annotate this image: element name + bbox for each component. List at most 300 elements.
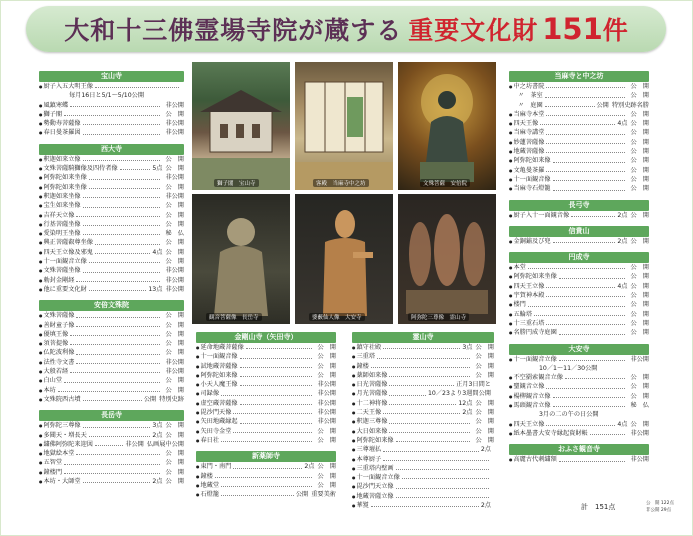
property-row [509, 392, 649, 401]
property-name: 本坊・大師堂 [43, 477, 81, 485]
property-name: 興正菩薩叡尊坐像 [43, 239, 93, 247]
bullet: ● [196, 345, 200, 350]
dot-leader [553, 397, 626, 398]
bullet: ● [39, 387, 43, 393]
property-name: 不空羂索観音立像 [513, 374, 563, 382]
room-interior-image [295, 62, 393, 190]
public-status: 公 開 [165, 386, 184, 394]
public-status: 公 開 [317, 481, 336, 489]
public-status: 特別史跡 [159, 395, 184, 403]
property-count: 2点 [152, 477, 163, 485]
public-status: 公 開 [630, 392, 649, 400]
temple-section [509, 252, 649, 337]
dot-leader [233, 413, 312, 414]
basu-statue-image [295, 194, 393, 324]
dot-leader [76, 363, 160, 364]
photo-caption: 観音菩薩像 長岳寺 [206, 313, 262, 321]
dot-leader [553, 406, 626, 407]
property-name: 十一面観音立像 [356, 474, 400, 482]
bullet: ● [196, 391, 200, 397]
public-status: 公 開 [630, 292, 649, 300]
property-name: 〃 茶室 [518, 92, 543, 100]
public-status: 公 開 [630, 148, 649, 156]
property-name: 文殊菩薩騎獅像及四侍者像 [43, 165, 118, 173]
photo-shishikaku [191, 61, 291, 191]
property-row [39, 220, 184, 229]
property-name: 当麻寺講堂 [513, 129, 545, 137]
property-name: 十三重石塔 [513, 319, 545, 327]
public-status: 重要美術 [311, 491, 336, 499]
public-status: 公 開 [165, 220, 184, 228]
public-status: 非公開 [165, 192, 184, 200]
dot-leader [76, 216, 160, 217]
dot-leader [83, 207, 161, 208]
property-row [39, 173, 184, 182]
property-name: 地蔵堂 [200, 481, 220, 489]
property-row [39, 229, 184, 238]
property-row [39, 339, 184, 348]
property-row [352, 417, 494, 426]
dot-leader [233, 432, 312, 433]
property-name: 善財童子像 [43, 321, 75, 329]
property-name: 十二神将像 [356, 399, 388, 407]
bullet: ● [352, 484, 356, 490]
public-status: 公 開 [165, 468, 184, 476]
bullet: ● [196, 428, 200, 434]
property-name: 十一面観音立像 [43, 258, 87, 266]
property-row [39, 421, 184, 430]
property-name: 釈迦如来立像 [43, 155, 81, 163]
public-status: 非公開 [317, 418, 336, 426]
property-name: 他に重要文化財 [43, 285, 87, 293]
bullet: ● [352, 419, 356, 425]
public-status: 仏画展中公開 [146, 440, 184, 448]
property-count: 12点 [458, 399, 473, 407]
dot-leader [240, 385, 313, 386]
bullet: ● [509, 139, 513, 145]
property-count: 2点 [304, 463, 315, 471]
public-status: 公 開 [630, 138, 649, 146]
property-name: 厨子入十一面観音像 [513, 211, 570, 219]
property-row [509, 128, 649, 137]
public-status: 公 開 [317, 362, 336, 370]
public-status: 公 開 [630, 273, 649, 281]
property-row [509, 138, 649, 147]
amida-triad-image [398, 194, 496, 324]
dot-leader [546, 324, 625, 325]
dot-leader [64, 464, 160, 465]
bullet: ● [39, 369, 43, 375]
property-name: 文殊菩薩坐像 [43, 267, 81, 275]
dot-leader [70, 344, 160, 345]
dot-leader [553, 242, 616, 243]
dot-leader [546, 143, 625, 144]
public-status: 公 開 [630, 301, 649, 309]
bullet: ● [39, 359, 43, 365]
dot-leader [64, 473, 160, 474]
property-row [509, 282, 649, 291]
property-name: 聖観音立像 [513, 383, 545, 391]
dot-leader [545, 97, 626, 98]
public-status: 公 開 [165, 330, 184, 338]
property-count: 公開 [596, 101, 609, 109]
dot-leader [83, 225, 161, 226]
public-status: 非公開 [317, 399, 336, 407]
bullet: ● [509, 375, 513, 381]
public-status: 公 開 [630, 310, 649, 318]
property-name: 三重塔内壁画 [356, 464, 394, 472]
public-status: 公 開 [165, 248, 184, 256]
property-name: 四天王立像 [513, 420, 545, 428]
dot-leader [76, 317, 160, 318]
property-row [352, 399, 494, 408]
property-row [39, 311, 184, 320]
bullet: ● [196, 437, 200, 443]
bullet: ● [509, 330, 513, 336]
property-name: 四天王立像 [513, 282, 545, 290]
property-row [509, 429, 649, 438]
temple-name-header: おふさ観音寺 [509, 444, 649, 455]
public-status: 非公開 [165, 358, 184, 366]
total-legend: 公 開 122点 非公開 29点 [646, 501, 675, 513]
bullet: ● [196, 372, 200, 378]
dot-leader [389, 376, 470, 377]
bullet: ● [39, 322, 43, 328]
bullet: ● [509, 238, 513, 244]
temple-name-header: 長弓寺 [509, 200, 649, 211]
property-row [509, 401, 649, 410]
title-unit: 件 [602, 16, 628, 45]
dot-leader [95, 244, 160, 245]
property-name: 毘沙門天立像 [356, 483, 394, 491]
bullet: ● [39, 203, 43, 209]
property-row [196, 417, 336, 426]
bullet: ● [39, 221, 43, 227]
property-name: 3月の二の午の日公開 [539, 411, 599, 419]
public-status: 公 開 [630, 374, 649, 382]
bullet: ● [39, 121, 43, 127]
public-status: 公 開 [630, 120, 649, 128]
property-row [196, 408, 336, 417]
left-column [39, 71, 184, 492]
public-status: 公 開 [630, 420, 649, 428]
public-status: 公 開 [165, 110, 184, 118]
property-row [39, 91, 184, 100]
bullet: ● [196, 363, 200, 369]
public-status: 特別史跡名勝 [611, 101, 649, 109]
public-status: 公 開 [165, 477, 184, 485]
property-row [509, 272, 649, 281]
public-status: 秘 仏 [165, 230, 184, 238]
bullet: ● [39, 350, 43, 356]
public-status: 公 開 [630, 185, 649, 193]
property-count: 5点 [152, 165, 163, 173]
property-name: 楊柳観音立像 [513, 392, 551, 400]
dot-leader [559, 360, 626, 361]
bullet: ● [39, 175, 43, 181]
dot-leader [83, 427, 151, 428]
property-name: 釈迦如来坐像 [43, 192, 81, 200]
public-status: 公 開 [317, 371, 336, 379]
property-count: 2点 [462, 409, 473, 417]
public-status: 公 開 [165, 155, 184, 163]
public-status: 公 開 [165, 312, 184, 320]
bullet: ● [509, 265, 513, 271]
property-count: 2点 [617, 237, 628, 245]
property-count: 4点 [617, 120, 628, 128]
bullet: ● [509, 111, 513, 117]
temple-name-header: 西大寺 [39, 144, 184, 155]
dot-leader [546, 87, 625, 88]
property-name: 勢動寿菩薩像 [43, 120, 81, 128]
dot-leader [221, 495, 294, 496]
dot-leader [590, 434, 626, 435]
public-status: 非公開 [165, 267, 184, 275]
public-status: 公 開 [630, 129, 649, 137]
public-status: 公 開 [165, 431, 184, 439]
property-row [352, 482, 494, 491]
title-highlight: 重要文化財 [408, 16, 539, 45]
property-name: 春日社 [200, 436, 220, 444]
dot-leader [89, 290, 147, 291]
temple-name-header: 信貴山 [509, 226, 649, 237]
property-name: 馬頭観音立像 [513, 402, 551, 410]
public-status: 公 開 [165, 321, 184, 329]
public-status: 非公開 [165, 276, 184, 284]
property-row [352, 492, 494, 501]
dot-leader [246, 348, 313, 349]
public-status: 公 開 [317, 344, 336, 351]
temple-section [509, 344, 649, 439]
property-row [509, 420, 649, 429]
property-name: 10／1～11／30公開 [539, 364, 598, 372]
property-row [39, 201, 184, 210]
property-name: 中之坊書院 [513, 83, 545, 90]
property-name: 阿弥陀如来像 [513, 157, 551, 165]
temple-section [39, 144, 184, 294]
property-row [39, 449, 184, 458]
bullet: ● [196, 492, 200, 498]
property-row [39, 468, 184, 477]
bullet: ● [352, 372, 356, 378]
temple-section [509, 71, 649, 194]
property-name: 四天王像 [513, 120, 539, 128]
property-row [509, 373, 649, 382]
dot-leader [240, 404, 313, 405]
bullet: ● [509, 421, 513, 427]
public-status: 公 開 [475, 427, 494, 435]
property-name: 白山堂 [43, 377, 63, 385]
property-name: 当麻寺本堂 [513, 110, 545, 118]
dot-leader [221, 395, 312, 396]
photo-monju [397, 61, 497, 191]
dot-leader [559, 334, 626, 335]
dot-leader [83, 197, 161, 198]
property-name: 司録像 [200, 390, 220, 398]
temple-building-image [192, 62, 290, 190]
public-status: 公 開 [165, 422, 184, 430]
property-count: 2点 [617, 211, 628, 219]
dot-leader [371, 367, 471, 368]
property-row [39, 248, 184, 257]
dot-leader [89, 262, 161, 263]
property-row [352, 380, 494, 389]
photo-caption: 阿弥陀三尊像 霊山寺 [408, 313, 469, 321]
dot-leader [83, 234, 161, 235]
property-name: 吉祥天立像 [43, 211, 75, 219]
kannon-statue-image [192, 194, 290, 324]
property-name: 多聞天・増長天 [43, 431, 87, 439]
dot-leader [546, 171, 625, 172]
property-row [509, 211, 649, 220]
property-name: 鐘楼 [200, 472, 213, 480]
property-name: 石燈籠 [200, 491, 220, 499]
public-status: 非公開 [165, 120, 184, 128]
bullet: ● [39, 84, 43, 89]
dot-leader [83, 482, 151, 483]
property-row [509, 237, 649, 246]
dot-leader [389, 404, 456, 405]
property-name: 薬師如来像 [356, 371, 388, 379]
dot-leader [89, 188, 161, 189]
property-row [196, 343, 336, 352]
property-name: 地獄絵本堂 [43, 450, 75, 458]
property-name: 春日曼茶羅図 [43, 129, 81, 137]
dot-leader [70, 106, 160, 107]
photo-caption: 文殊菩薩 安倍院 [420, 179, 470, 187]
photo-caption: 客殿 当麻寺中之坊 [313, 179, 369, 187]
public-status: 公 開 [630, 157, 649, 165]
dot-leader [70, 335, 160, 336]
property-name: 楼門 [513, 301, 526, 309]
property-row [39, 238, 184, 247]
dot-leader [95, 445, 123, 446]
title-text: 大和十三佛霊場寺院が蔵する [64, 16, 403, 45]
public-status: 非公開 [630, 355, 649, 363]
dot-leader [389, 385, 454, 386]
bullet: ● [39, 331, 43, 337]
bullet: ● [39, 268, 43, 274]
public-status: 公 開 [165, 349, 184, 357]
dot-leader [215, 477, 313, 478]
bullet: ● [39, 478, 43, 484]
property-name: 小天人魔王像 [200, 381, 238, 389]
bullet: ● [39, 102, 43, 108]
dot-leader [83, 134, 161, 135]
property-name: 阿弥陀如来像 [200, 371, 238, 379]
bullet: ● [39, 240, 43, 246]
property-row [509, 382, 649, 391]
public-status: 公 開 [630, 237, 649, 245]
property-name: 〃 庭園 [518, 101, 543, 109]
dot-leader [233, 468, 302, 469]
property-row [509, 300, 649, 309]
property-row [196, 462, 336, 471]
dot-leader [89, 436, 151, 437]
property-name: 大日如来像 [356, 427, 388, 435]
public-status: 非公開 [165, 129, 184, 137]
bullet: ● [352, 428, 356, 434]
dot-leader [76, 454, 160, 455]
temple-section [39, 300, 184, 404]
bullet: ● [352, 391, 356, 397]
property-count: 4点 [152, 248, 163, 256]
photo-amida [397, 193, 497, 325]
property-row [352, 445, 494, 454]
property-name: 東門・南門 [200, 463, 232, 471]
property-row [352, 343, 494, 352]
property-row [39, 321, 184, 330]
dot-leader [546, 152, 625, 153]
bullet: ● [196, 382, 200, 388]
dot-leader [76, 281, 160, 282]
property-name: 須菩提像 [43, 340, 69, 348]
public-status: 公 開 [165, 211, 184, 219]
public-status: 非公開 [317, 409, 336, 417]
property-name: 獅子閣 [43, 110, 63, 118]
bullet: ● [509, 121, 513, 127]
public-status: 公 開 [475, 399, 494, 407]
property-row [39, 82, 184, 91]
bullet: ● [509, 320, 513, 326]
temple-section [196, 332, 336, 445]
property-name: 法性寺文書 [43, 358, 75, 366]
property-row [509, 263, 649, 272]
property-count: 2点 [480, 446, 491, 454]
bullet: ● [509, 403, 513, 409]
bullet: ● [39, 231, 43, 237]
property-row [39, 458, 184, 467]
property-name: 十一面観音像 [513, 175, 551, 183]
dot-leader [389, 423, 470, 424]
public-status: 公 開 [165, 258, 184, 266]
photo-caption: 婆藪仙人像 大安寺 [309, 313, 365, 321]
bullet: ● [196, 464, 200, 470]
public-status: 公 開 [475, 409, 494, 417]
public-status: 公 開 [630, 175, 649, 183]
dot-leader [70, 372, 160, 373]
bullet: ● [352, 400, 356, 406]
property-row [352, 455, 494, 464]
public-status: 公 開 [630, 329, 649, 337]
property-name: 大般若経 [43, 368, 69, 376]
public-status: 公 開 [630, 110, 649, 118]
public-status: 公 開 [630, 211, 649, 219]
dot-leader [240, 423, 313, 424]
dot-leader [383, 451, 479, 452]
dot-leader [76, 326, 160, 327]
dot-leader [83, 400, 142, 401]
public-status: 非公開 [630, 456, 649, 464]
property-row [196, 352, 336, 361]
property-name: 阿弥陀如来坐像 [43, 174, 87, 182]
property-row [39, 276, 184, 285]
bullet: ● [39, 460, 43, 466]
public-status: 公 開 [165, 183, 184, 191]
property-count: 公開 [295, 491, 309, 499]
public-status: 公 開 [475, 362, 494, 370]
property-name: 四天王立像及邪鬼 [43, 248, 93, 256]
property-row [39, 164, 184, 173]
dot-leader [64, 382, 160, 383]
public-status: 非公開 [165, 368, 184, 376]
public-status: 公 開 [475, 371, 494, 379]
bullet: ● [39, 249, 43, 255]
bullet: ● [509, 457, 513, 463]
public-status: 公 開 [630, 92, 649, 100]
bullet: ● [39, 313, 43, 319]
dot-leader [396, 469, 489, 470]
